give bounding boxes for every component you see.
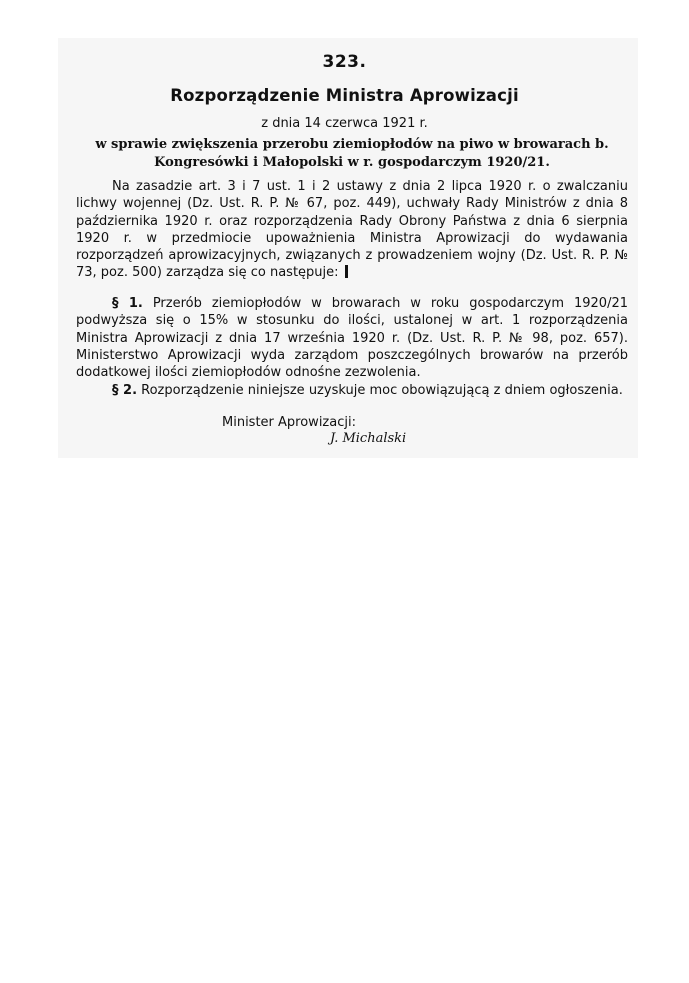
section-2-label: § 2.: [112, 383, 138, 398]
section-1-label: § 1.: [112, 296, 143, 311]
section-1-paragraph: [76, 295, 628, 381]
section-1-text: Przerób ziemiopłodów w browarach w roku gospodarczym 1920/21 podwyższa się o 15% w stosunku do ilości, ustalonej w art. 1 rozporządzenia Ministra Aprowizacji z dnia 17 września 1920 r. (Dz. Ust. R. P. № 98, poz. 657). Ministerstwo Aprowizacji wyda zarządom poszczególnych browarów na przerób dodatkowej ilości ziemiopłodów odnośne zezwolenia.: [76, 296, 628, 381]
page-number: 323.: [322, 52, 367, 72]
preamble-text: Na zasadzie art. 3 i 7 ust. 1 i 2 ustawy z dnia 2 lipca 1920 r. o zwalczaniu lichwy wojennej (Dz. Ust. R. P. № 67, poz. 449), uchwały Rady Ministrów z dnia 8 października 1920 r. oraz rozporządzenia Rady Obrony Państwa z dnia 6 sierpnia 1920 r. w przedmiocie upoważnienia Ministra Aprowizacji do wydawania rozporządzeń aprowizacyjnych, związanych z prowadzeniem wojny (Dz. Ust. R. P. № 73, poz. 500) zarządza się co następuje:: [76, 179, 628, 281]
document-date: z dnia 14 czerwca 1921 r.: [261, 116, 428, 131]
signature-name: J. Michalski: [330, 431, 407, 446]
section-2-text: Rozporządzenie niniejsze uzyskuje moc obowiązującą z dniem ogłoszenia.: [141, 383, 623, 398]
text-cursor-mark: [345, 265, 348, 278]
signature-label: Minister Aprowizacji:: [222, 415, 356, 430]
preamble-paragraph: [76, 178, 628, 282]
section-2-paragraph: [76, 382, 628, 399]
document-subject: w sprawie zwiększenia przerobu ziemiopłodów na piwo w browarach b. Kongresówki i Małopolski w r. gospodarczym 1920/21.: [95, 137, 609, 170]
document-title: Rozporządzenie Ministra Aprowizacji: [170, 86, 519, 105]
